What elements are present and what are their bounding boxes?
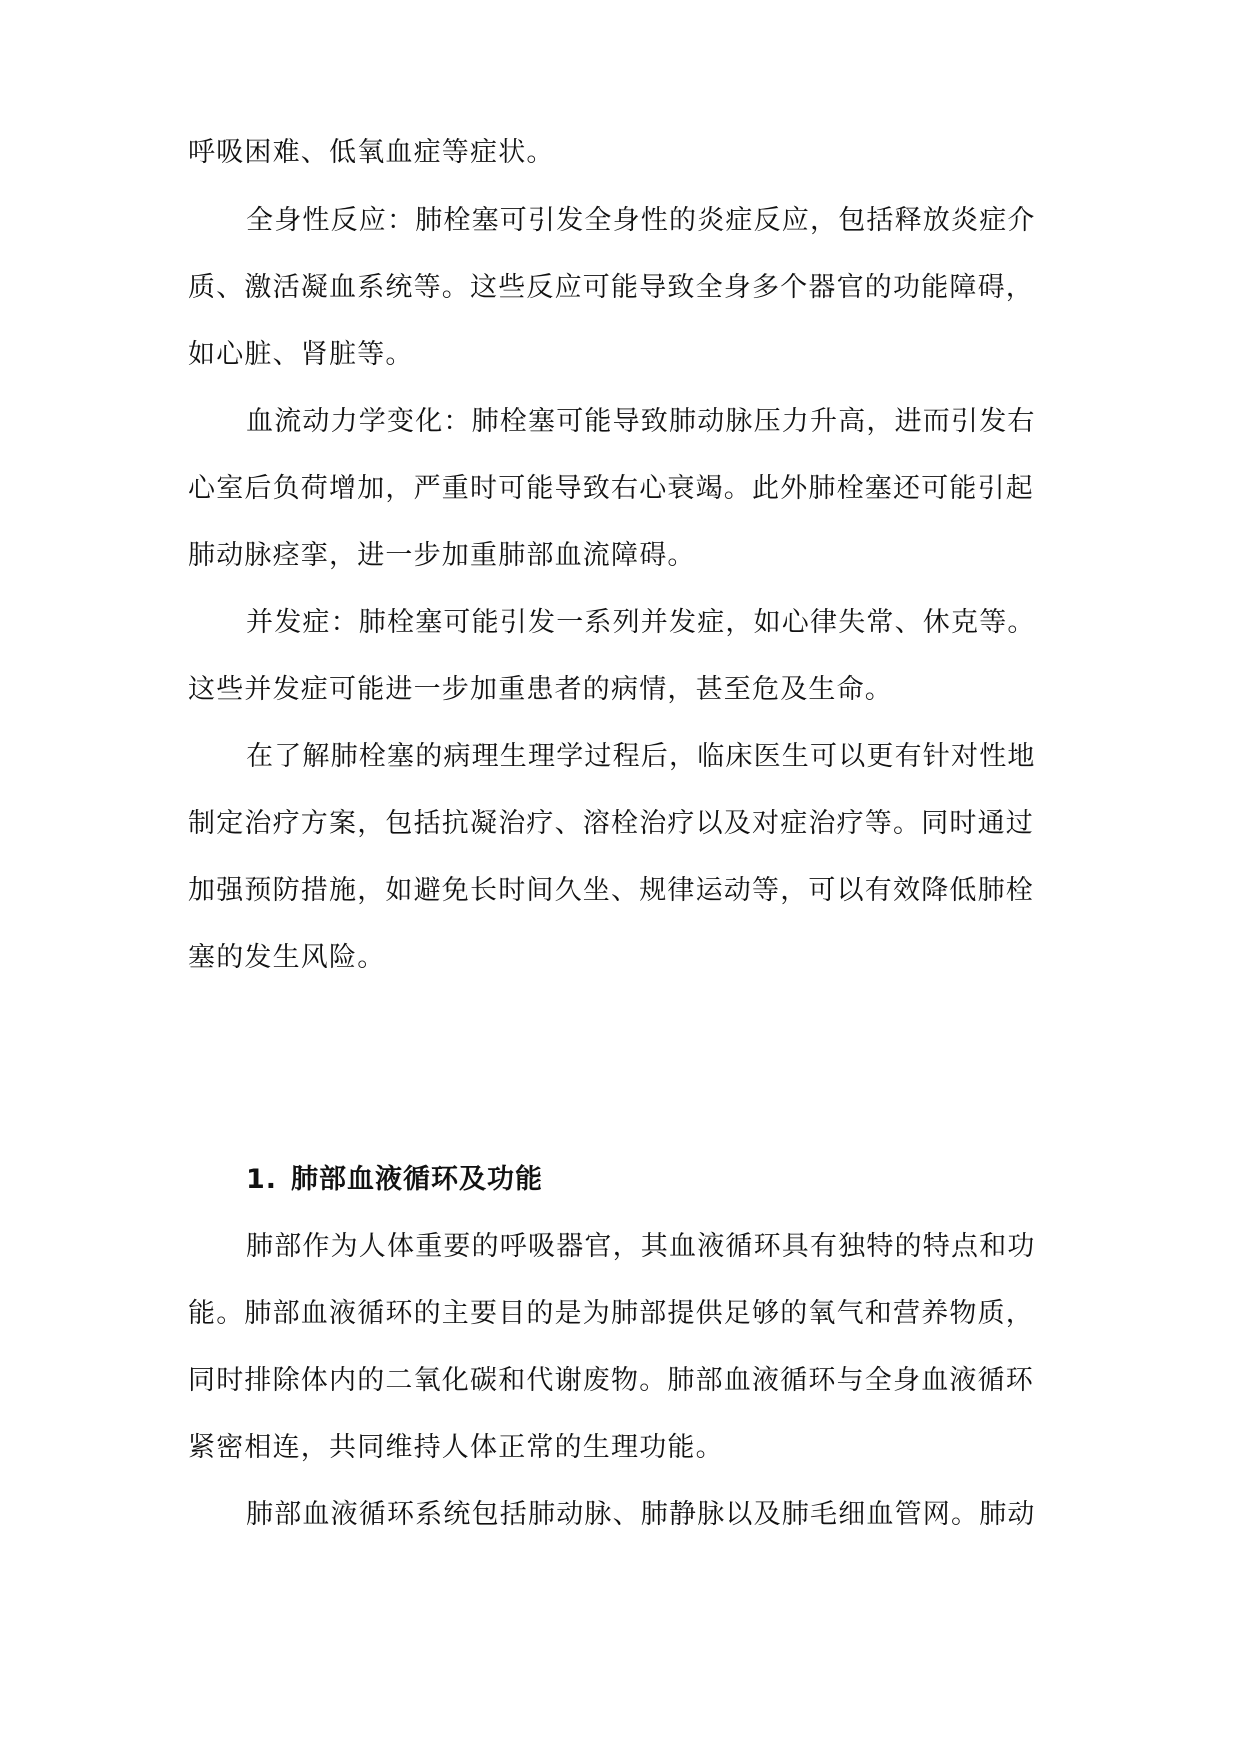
text-line: 全身性反应：肺栓塞可引发全身性的炎症反应，包括释放炎症介 (246, 205, 1036, 236)
text-line: 肺部血液循环系统包括肺动脉、肺静脉以及肺毛细血管网。肺动 (246, 1499, 1036, 1530)
text-line: 心室后负荷增加，严重时可能导致右心衰竭。此外肺栓塞还可能引起 (188, 473, 1034, 504)
section-title: 肺部血液循环及功能 (291, 1164, 544, 1195)
text-line: 肺动脉痉挛，进一步加重肺部血流障碍。 (188, 540, 696, 571)
text-line: 紧密相连，共同维持人体正常的生理功能。 (188, 1432, 724, 1463)
text-line: 血流动力学变化：肺栓塞可能导致肺动脉压力升高，进而引发右 (246, 406, 1036, 437)
section-number: 1. (246, 1164, 278, 1195)
text-line: 塞的发生风险。 (188, 942, 386, 973)
text-line: 如心脏、肾脏等。 (188, 339, 414, 370)
text-line: 这些并发症可能进一步加重患者的病情，甚至危及生命。 (188, 674, 893, 705)
text-line: 加强预防措施，如避免长时间久坐、规律运动等，可以有效降低肺栓 (188, 875, 1034, 906)
text-line: 并发症：肺栓塞可能引发一系列并发症，如心律失常、休克等。 (246, 607, 1036, 638)
text-line: 同时排除体内的二氧化碳和代谢废物。肺部血液循环与全身血液循环 (188, 1365, 1034, 1396)
text-line: 呼吸困难、低氧血症等症状。 (188, 137, 555, 168)
text-line: 在了解肺栓塞的病理生理学过程后，临床医生可以更有针对性地 (246, 741, 1036, 772)
text-line: 能。肺部血液循环的主要目的是为肺部提供足够的氧气和营养物质， (188, 1298, 1034, 1329)
text-line: 制定治疗方案，包括抗凝治疗、溶栓治疗以及对症治疗等。同时通过 (188, 808, 1034, 839)
text-line: 质、激活凝血系统等。这些反应可能导致全身多个器官的功能障碍， (188, 272, 1034, 303)
section-heading (246, 1160, 543, 1200)
text-line: 肺部作为人体重要的呼吸器官，其血液循环具有独特的特点和功 (246, 1231, 1036, 1262)
